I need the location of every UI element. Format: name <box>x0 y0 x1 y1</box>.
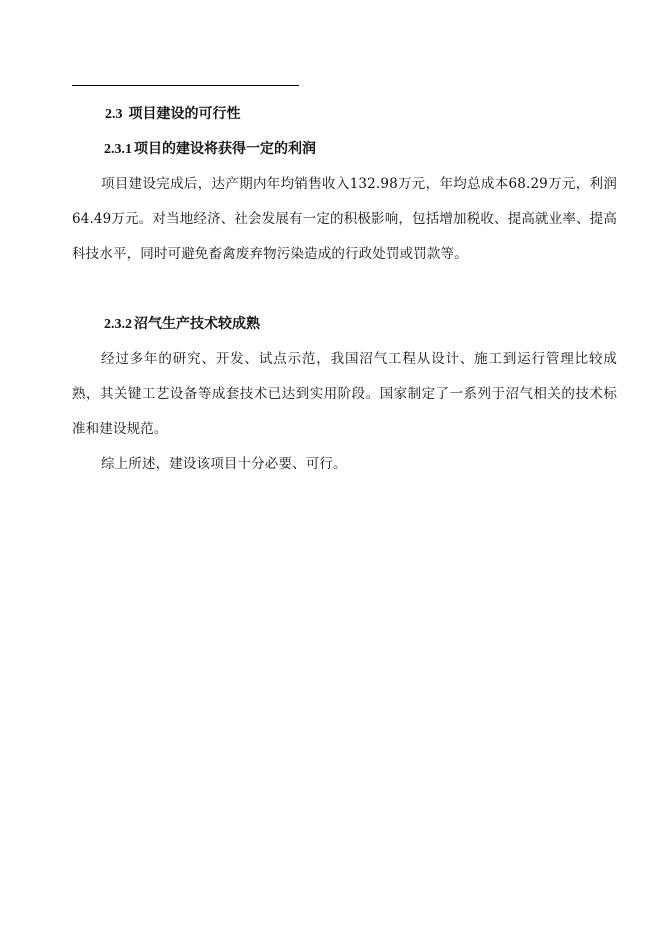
subsection-title: 项目的建设将获得一定的利润 <box>134 141 316 157</box>
subsection-title: 沼气生产技术较成熟 <box>134 316 260 332</box>
subsection-number: 2.3.1 <box>104 142 132 157</box>
section-heading <box>105 105 241 124</box>
subsection-heading <box>104 140 316 159</box>
section-number: 2.3 <box>105 107 123 122</box>
subsection-number: 2.3.2 <box>104 317 132 332</box>
section-title: 项目建设的可行性 <box>128 106 241 122</box>
conclusion-paragraph: 综上所述，建设该项目十分必要、可行。 <box>101 456 347 472</box>
subsection-heading <box>104 315 260 334</box>
body-paragraph: 经过多年的研究、开发、试点示范，我国沼气工程从设计、施工到运行管理比较成熟，其关键工艺设备等成套技术已达到实用阶段。国家制定了一系列于沼气相关的技术标准和建设规范。 <box>72 351 617 437</box>
body-paragraph: 项目建设完成后，达产期内年均销售收入132.98万元，年均总成本68.29万元，利润64.49万元。对当地经济、社会发展有一定的积极影响，包括增加税收、提高就业率、提高科技水平，同时可避免畜禽废弃物污染造成的行政处罚或罚款等。 <box>72 176 617 262</box>
header-rule <box>72 85 299 86</box>
